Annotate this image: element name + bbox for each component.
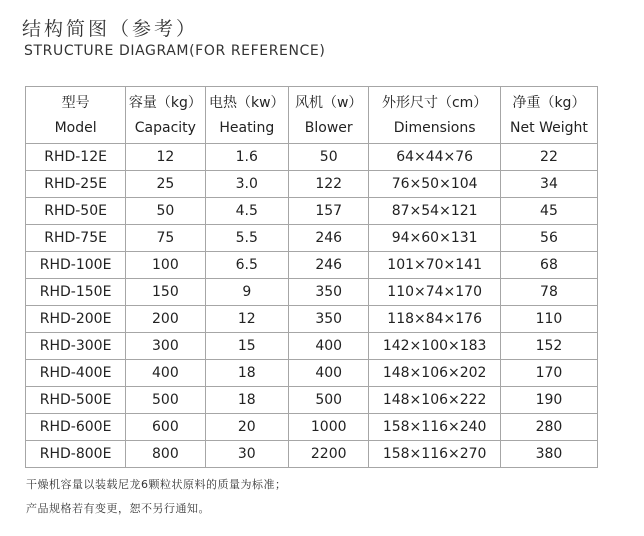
cell-dimensions: 64×44×76 xyxy=(369,144,501,171)
header-net-weight-cn: 净重（kg） xyxy=(500,87,597,116)
cell-blower: 50 xyxy=(289,144,369,171)
cell-net-weight: 380 xyxy=(500,441,597,468)
cell-net-weight: 110 xyxy=(500,306,597,333)
cell-heating: 5.5 xyxy=(205,225,289,252)
header-blower-en: Blower xyxy=(289,115,369,144)
cell-model: RHD-100E xyxy=(26,252,126,279)
cell-dimensions: 94×60×131 xyxy=(369,225,501,252)
cell-blower: 246 xyxy=(289,225,369,252)
table-row xyxy=(26,414,598,441)
header-capacity-en: Capacity xyxy=(126,115,205,144)
cell-blower: 157 xyxy=(289,198,369,225)
cell-capacity: 800 xyxy=(126,441,205,468)
cell-model: RHD-300E xyxy=(26,333,126,360)
cell-net-weight: 170 xyxy=(500,360,597,387)
header-net-weight-en: Net Weight xyxy=(500,115,597,144)
table-row xyxy=(26,279,598,306)
table-row xyxy=(26,171,598,198)
cell-model: RHD-75E xyxy=(26,225,126,252)
header-row-en xyxy=(26,115,598,144)
cell-blower: 1000 xyxy=(289,414,369,441)
cell-dimensions: 76×50×104 xyxy=(369,171,501,198)
cell-dimensions: 110×74×170 xyxy=(369,279,501,306)
cell-capacity: 12 xyxy=(126,144,205,171)
header-capacity-cn: 容量（kg） xyxy=(126,87,205,116)
cell-model: RHD-500E xyxy=(26,387,126,414)
cell-capacity: 25 xyxy=(126,171,205,198)
cell-dimensions: 142×100×183 xyxy=(369,333,501,360)
cell-net-weight: 78 xyxy=(500,279,597,306)
cell-dimensions: 158×116×270 xyxy=(369,441,501,468)
table-row xyxy=(26,360,598,387)
cell-heating: 1.6 xyxy=(205,144,289,171)
cell-heating: 12 xyxy=(205,306,289,333)
cell-capacity: 300 xyxy=(126,333,205,360)
specification-table xyxy=(25,86,598,468)
cell-heating: 6.5 xyxy=(205,252,289,279)
cell-capacity: 500 xyxy=(126,387,205,414)
table-row xyxy=(26,198,598,225)
cell-capacity: 200 xyxy=(126,306,205,333)
cell-net-weight: 68 xyxy=(500,252,597,279)
cell-heating: 20 xyxy=(205,414,289,441)
cell-net-weight: 45 xyxy=(500,198,597,225)
cell-net-weight: 152 xyxy=(500,333,597,360)
cell-heating: 4.5 xyxy=(205,198,289,225)
cell-heating: 15 xyxy=(205,333,289,360)
table-row xyxy=(26,333,598,360)
note-spec-change: 产品规格若有变更，恕不另行通知。 xyxy=(26,502,210,515)
cell-model: RHD-200E xyxy=(26,306,126,333)
cell-blower: 246 xyxy=(289,252,369,279)
cell-dimensions: 158×116×240 xyxy=(369,414,501,441)
table-row xyxy=(26,441,598,468)
header-row-cn xyxy=(26,87,598,116)
cell-dimensions: 118×84×176 xyxy=(369,306,501,333)
table-body xyxy=(26,144,598,468)
cell-heating: 18 xyxy=(205,360,289,387)
cell-model: RHD-25E xyxy=(26,171,126,198)
table-row xyxy=(26,225,598,252)
cell-net-weight: 190 xyxy=(500,387,597,414)
cell-net-weight: 280 xyxy=(500,414,597,441)
header-heating-en: Heating xyxy=(205,115,289,144)
cell-dimensions: 87×54×121 xyxy=(369,198,501,225)
cell-blower: 2200 xyxy=(289,441,369,468)
table-row xyxy=(26,144,598,171)
cell-blower: 500 xyxy=(289,387,369,414)
cell-capacity: 50 xyxy=(126,198,205,225)
cell-model: RHD-150E xyxy=(26,279,126,306)
cell-net-weight: 22 xyxy=(500,144,597,171)
header-model-en: Model xyxy=(26,115,126,144)
table-row xyxy=(26,387,598,414)
page-title-cn: 结构简图（参考） xyxy=(22,18,199,40)
header-model-cn: 型号 xyxy=(26,87,126,116)
cell-model: RHD-12E xyxy=(26,144,126,171)
table-row xyxy=(26,252,598,279)
cell-capacity: 100 xyxy=(126,252,205,279)
cell-capacity: 600 xyxy=(126,414,205,441)
cell-dimensions: 101×70×141 xyxy=(369,252,501,279)
cell-blower: 350 xyxy=(289,279,369,306)
cell-capacity: 75 xyxy=(126,225,205,252)
header-blower-cn: 风机（w） xyxy=(289,87,369,116)
cell-blower: 122 xyxy=(289,171,369,198)
cell-heating: 9 xyxy=(205,279,289,306)
cell-heating: 18 xyxy=(205,387,289,414)
cell-heating: 30 xyxy=(205,441,289,468)
cell-capacity: 400 xyxy=(126,360,205,387)
cell-net-weight: 56 xyxy=(500,225,597,252)
cell-model: RHD-400E xyxy=(26,360,126,387)
cell-capacity: 150 xyxy=(126,279,205,306)
cell-dimensions: 148×106×222 xyxy=(369,387,501,414)
cell-model: RHD-600E xyxy=(26,414,126,441)
header-dimensions-cn: 外形尺寸（cm） xyxy=(369,87,501,116)
cell-blower: 350 xyxy=(289,306,369,333)
cell-blower: 400 xyxy=(289,360,369,387)
note-capacity-standard: 干燥机容量以装载尼龙6颗粒状原料的质量为标准； xyxy=(26,478,287,491)
header-heating-cn: 电热（kw） xyxy=(205,87,289,116)
cell-model: RHD-800E xyxy=(26,441,126,468)
cell-heating: 3.0 xyxy=(205,171,289,198)
cell-dimensions: 148×106×202 xyxy=(369,360,501,387)
table-row xyxy=(26,306,598,333)
cell-net-weight: 34 xyxy=(500,171,597,198)
page-title-en: STRUCTURE DIAGRAM(FOR REFERENCE) xyxy=(24,43,326,59)
cell-model: RHD-50E xyxy=(26,198,126,225)
cell-blower: 400 xyxy=(289,333,369,360)
header-dimensions-en: Dimensions xyxy=(369,115,501,144)
